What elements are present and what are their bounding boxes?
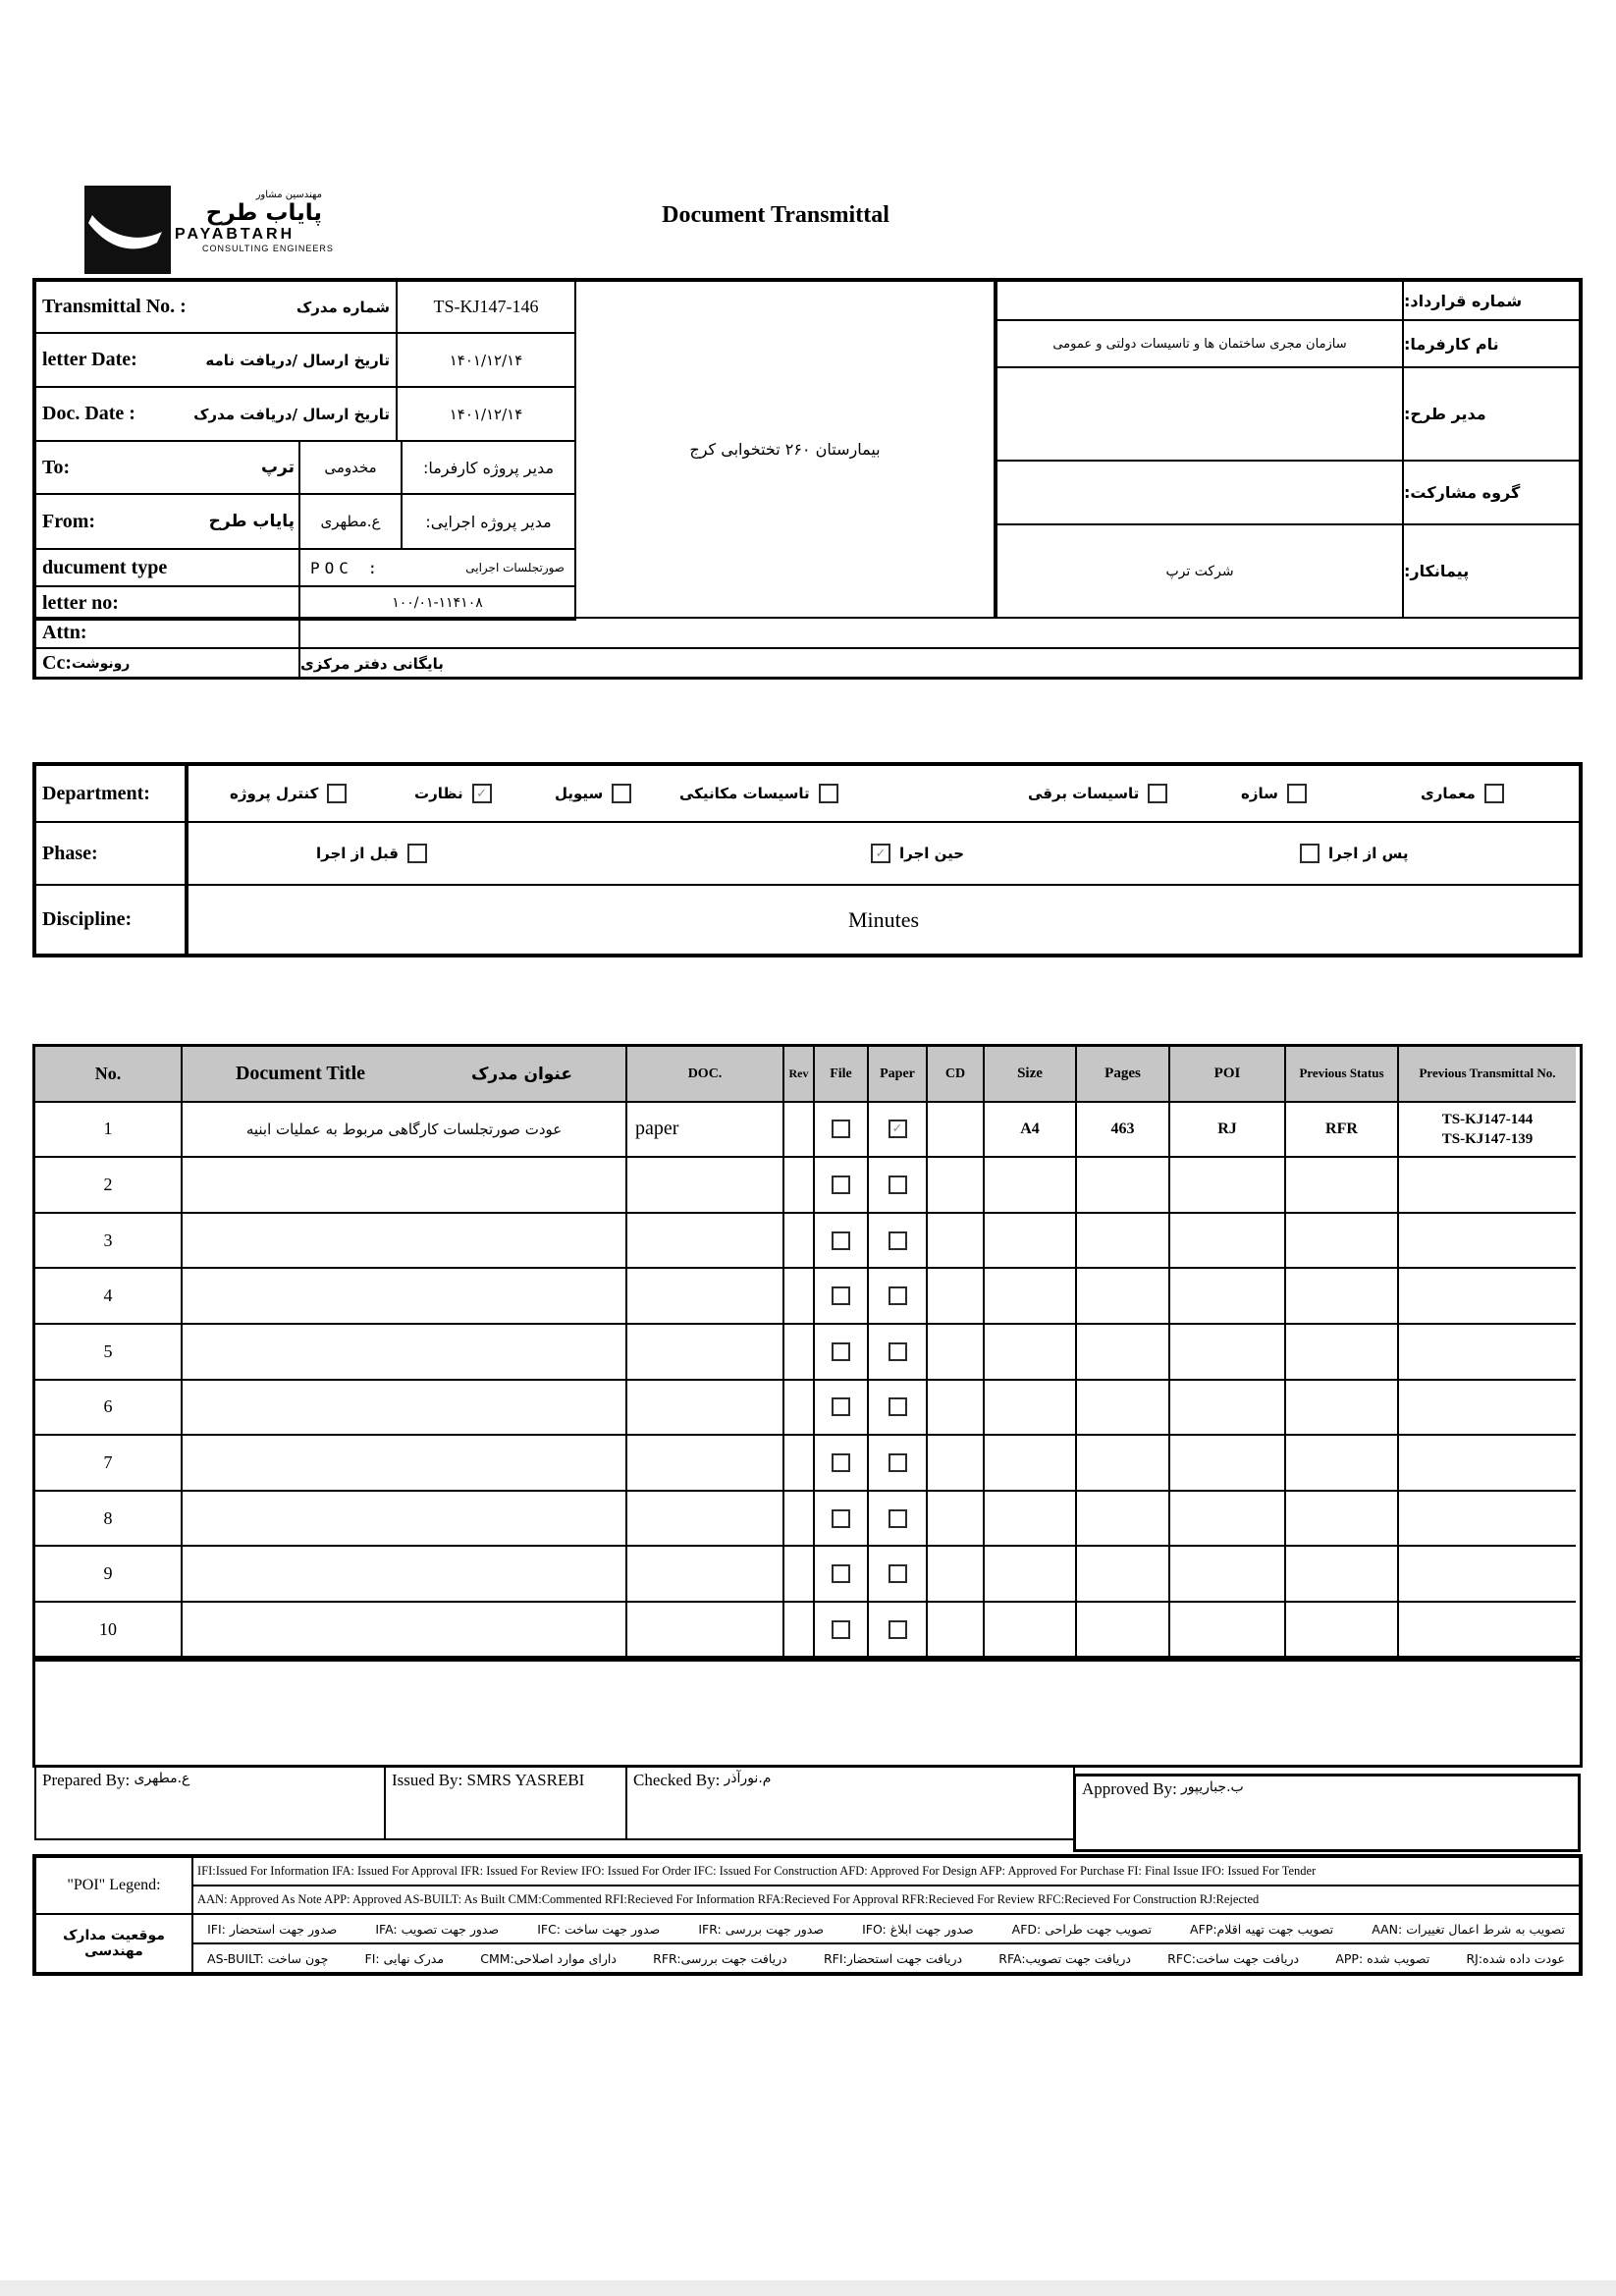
to-person: مخدومی (298, 440, 403, 495)
doc-prev-status-row3 (1286, 1214, 1399, 1270)
doc-no-row6: 6 (35, 1381, 183, 1437)
remarks-box (32, 1656, 1583, 1768)
from-role: مدیر پروژه اجرایی: (401, 493, 576, 550)
from-label: From: (42, 510, 96, 532)
from-person: ع.مطهری (298, 493, 403, 550)
doc-rev-row6 (784, 1381, 815, 1437)
doc-paper-row6 (869, 1381, 928, 1437)
department-option-label: معماری (1421, 785, 1476, 802)
legend-en-line2: AAN: Approved As Note APP: Approved AS-BUILT: As Built CMM:Commented RFI:Recieved For Information RFA:Recieved For Approval RFR:Recieved For Review RFC:Recieved For Construction RJ:Rejected (191, 1885, 1581, 1915)
doc-pages-row8 (1077, 1492, 1170, 1548)
department-checkbox[interactable] (327, 784, 347, 803)
legend-item: AS-BUILT: چون ساخت (207, 1950, 329, 1966)
col-header-cd: CD (928, 1047, 985, 1103)
doc-poi-row6 (1170, 1381, 1286, 1437)
transmittal-no-label-cell (34, 280, 398, 334)
col-header-title-en: Document Title (235, 1063, 366, 1084)
paper-checkbox[interactable] (889, 1397, 907, 1416)
doc-pages-row7 (1077, 1436, 1170, 1492)
paper-checkbox[interactable] (889, 1509, 907, 1528)
doc-size-row5 (985, 1325, 1077, 1381)
department-options-row (187, 764, 1581, 823)
attn-value (298, 617, 1581, 649)
prepared-by-cell (34, 1766, 386, 1840)
department-option (1241, 782, 1307, 805)
phase-options-row (187, 821, 1581, 886)
discipline-value: Minutes (187, 884, 1581, 956)
col-header-doc-: DOC. (627, 1047, 784, 1103)
doc-size-row7 (985, 1436, 1077, 1492)
prev-transmittal-no: TS-KJ147-144 (1441, 1111, 1534, 1127)
file-checkbox[interactable] (832, 1286, 850, 1305)
doc-pages-row5 (1077, 1325, 1170, 1381)
client-value: سازمان مجری ساختمان ها و تاسیسات دولتی و عمومی (996, 319, 1404, 368)
doc-pages-row10 (1077, 1603, 1170, 1659)
payabtarh-logo-icon (84, 186, 171, 274)
doc-poi-row2 (1170, 1158, 1286, 1214)
doc-poi-row9 (1170, 1547, 1286, 1603)
paper-checkbox[interactable] (889, 1564, 907, 1583)
doc-cd-row4 (928, 1269, 985, 1325)
file-checkbox[interactable] (832, 1342, 850, 1361)
legend-item: AFP:تصویب جهت تهیه اقلام (1190, 1921, 1334, 1937)
letter-no-label: letter no: (42, 591, 119, 614)
doc-size-row8 (985, 1492, 1077, 1548)
department-option (679, 782, 838, 805)
attn-label-cell (34, 617, 300, 649)
doc-rev-row1 (784, 1103, 815, 1159)
legend-item: CMM:دارای موارد اصلاحی (480, 1950, 617, 1966)
doc-paper-row10 (869, 1603, 928, 1659)
approved-by-value: ب.جباریپور (1181, 1779, 1244, 1795)
page-bottom-strip (0, 2280, 1616, 2296)
doc-poi-row10 (1170, 1603, 1286, 1659)
doc-poi-row8 (1170, 1492, 1286, 1548)
doc-date-label-cell (34, 386, 398, 442)
department-checkbox[interactable] (1148, 784, 1167, 803)
doc-title-row6 (183, 1381, 627, 1437)
doc-paper-row2 (869, 1158, 928, 1214)
doc-prev-transmittal-row6 (1399, 1381, 1576, 1437)
phase-checkbox[interactable] (407, 844, 427, 863)
department-option (1028, 782, 1167, 805)
legend-item: IFI: صدور جهت استحضار (207, 1921, 338, 1937)
logo-en-sub: CONSULTING ENGINEERS (202, 244, 334, 254)
to-label: To: (42, 456, 71, 478)
doc-cd-row8 (928, 1492, 985, 1548)
doc-size-row10 (985, 1603, 1077, 1659)
doc-paper-row1 (869, 1103, 928, 1159)
doc-pages-row2 (1077, 1158, 1170, 1214)
doc-poi-row1: RJ (1170, 1103, 1286, 1159)
doc-rev-row7 (784, 1436, 815, 1492)
doc-file-row2 (815, 1158, 869, 1214)
doc-cd-row5 (928, 1325, 985, 1381)
paper-checkbox[interactable] (889, 1286, 907, 1305)
department-option-label: نظارت (414, 785, 463, 802)
doc-size-row4 (985, 1269, 1077, 1325)
legend-item: IFR: صدور جهت بررسی (698, 1921, 824, 1937)
legend-item: APP: تصویب شده (1335, 1950, 1430, 1966)
doc-date-value: ۱۴۰۱/۱۲/۱۴ (396, 386, 576, 442)
department-option (1421, 782, 1504, 805)
phase-option (871, 842, 964, 865)
legend-item: IFA: صدور جهت تصویب (375, 1921, 500, 1937)
doc-paper-row9 (869, 1547, 928, 1603)
doc-doc-row8 (627, 1492, 784, 1548)
legend-fa-line2 (191, 1942, 1581, 1974)
attn-label: Attn: (42, 622, 87, 643)
doc-prev-status-row7 (1286, 1436, 1399, 1492)
col-header-previous-status: Previous Status (1286, 1047, 1399, 1103)
doc-file-row3 (815, 1214, 869, 1270)
doc-cd-row10 (928, 1603, 985, 1659)
doc-prev-status-row9 (1286, 1547, 1399, 1603)
approved-by-cell (1073, 1774, 1581, 1852)
logo-text (175, 191, 351, 281)
doc-poi-row4 (1170, 1269, 1286, 1325)
col-header-file: File (815, 1047, 869, 1103)
department-option (414, 782, 492, 805)
jv-label: گروه مشارکت: (1402, 460, 1581, 525)
department-label: Department: (42, 782, 150, 804)
legend-item: FI: مدرک نهایی (364, 1950, 445, 1966)
prepared-by-value: ع.مطهری (134, 1771, 190, 1786)
doc-doc-row4 (627, 1269, 784, 1325)
paper-checkbox[interactable] (889, 1453, 907, 1472)
doc-title-row8 (183, 1492, 627, 1548)
doc-cd-row3 (928, 1214, 985, 1270)
phase-checkbox[interactable]: ✓ (871, 844, 890, 863)
doc-cd-row6 (928, 1381, 985, 1437)
letter-no-value: ۱۰۰/۰۱-۱۱۴۱۰۸ (298, 585, 576, 621)
paper-checkbox[interactable] (889, 1231, 907, 1250)
department-checkbox[interactable] (1484, 784, 1504, 803)
department-option (230, 782, 347, 805)
department-checkbox[interactable] (819, 784, 838, 803)
doc-file-row5 (815, 1325, 869, 1381)
doc-rev-row4 (784, 1269, 815, 1325)
department-option-label: سیویل (555, 785, 604, 802)
file-checkbox[interactable] (832, 1453, 850, 1472)
department-option (555, 782, 631, 805)
doc-no-row9: 9 (35, 1547, 183, 1603)
logo-fa-small: مهندسین مشاور (255, 190, 322, 200)
doc-rev-row8 (784, 1492, 815, 1548)
legend-item: RFA:دریافت جهت تصویب (998, 1950, 1131, 1966)
logo-en-main: PAYABTARH (175, 225, 296, 243)
doc-file-row7 (815, 1436, 869, 1492)
doc-poi-row5 (1170, 1325, 1286, 1381)
doc-paper-row7 (869, 1436, 928, 1492)
doc-prev-status-row6 (1286, 1381, 1399, 1437)
doc-doc-row5 (627, 1325, 784, 1381)
doc-poi-row3 (1170, 1214, 1286, 1270)
legend-item: AFD: تصویب جهت طراحی (1011, 1921, 1152, 1937)
doc-paper-row3 (869, 1214, 928, 1270)
department-option-label: سازه (1241, 785, 1278, 802)
phase-option-label: پس از اجرا (1328, 845, 1409, 862)
doc-title-row4 (183, 1269, 627, 1325)
discipline-label: Discipline: (42, 908, 133, 930)
doc-prev-status-row8 (1286, 1492, 1399, 1548)
doc-rev-row9 (784, 1547, 815, 1603)
paper-checkbox[interactable] (889, 1620, 907, 1639)
department-checkbox[interactable]: ✓ (472, 784, 492, 803)
doc-pages-row3 (1077, 1214, 1170, 1270)
paper-checkbox[interactable] (889, 1342, 907, 1361)
doc-cd-row1 (928, 1103, 985, 1159)
phase-label: Phase: (42, 842, 98, 864)
letter-no-label-cell (34, 585, 300, 621)
cc-value: بایگانی دفتر مرکزی (298, 647, 1581, 680)
doc-type-label: ducument type (42, 556, 168, 578)
doc-rev-row10 (784, 1603, 815, 1659)
file-checkbox[interactable] (832, 1620, 850, 1639)
file-checkbox[interactable] (832, 1120, 850, 1138)
legend-item: RFC:دریافت جهت ساخت (1167, 1950, 1300, 1966)
doc-file-row4 (815, 1269, 869, 1325)
department-option-label: تاسیسات مکانیکی (679, 785, 810, 802)
phase-option-label: قبل از اجرا (316, 845, 399, 862)
file-checkbox[interactable] (832, 1231, 850, 1250)
legend-fa-line1 (191, 1913, 1581, 1944)
doc-date-label-fa: تاریخ ارسال /دریافت مدرک (193, 405, 390, 423)
jv-value (996, 460, 1404, 525)
checked-by-value: م.نورآذر (724, 1771, 772, 1786)
doc-no-row8: 8 (35, 1492, 183, 1548)
doc-doc-row6 (627, 1381, 784, 1437)
doc-size-row3 (985, 1214, 1077, 1270)
letter-date-label-fa: تاریخ ارسال /دریافت نامه (205, 351, 390, 369)
doc-cd-row2 (928, 1158, 985, 1214)
col-header-pages: Pages (1077, 1047, 1170, 1103)
to-value: ترپ (260, 458, 295, 477)
doc-pages-row1: 463 (1077, 1103, 1170, 1159)
cc-label-en: Cc: (42, 652, 72, 674)
contractor-value: شرکت ترپ (996, 523, 1404, 619)
design-manager-value (996, 366, 1404, 462)
contract-no-label: شماره قرارداد: (1402, 280, 1581, 321)
col-header-rev: Rev (784, 1047, 815, 1103)
doc-type-value-cell (298, 548, 576, 587)
doc-title-row7 (183, 1436, 627, 1492)
phase-checkbox[interactable] (1300, 844, 1320, 863)
doc-title-row1: عودت صورتجلسات کارگاهی مربوط به عملیات ابنیه (183, 1103, 627, 1159)
checked-by-cell (625, 1766, 1075, 1840)
col-header-paper: Paper (869, 1047, 928, 1103)
doc-rev-row3 (784, 1214, 815, 1270)
phase-option (316, 842, 427, 865)
phase-option (1300, 842, 1408, 865)
file-checkbox[interactable] (832, 1564, 850, 1583)
letter-date-label-cell (34, 332, 398, 388)
doc-doc-row1: paper (627, 1103, 784, 1159)
doc-title-row10 (183, 1603, 627, 1659)
discipline-label-cell (34, 884, 187, 956)
department-option-label: کنترل پروژه (230, 785, 319, 802)
doc-paper-row4 (869, 1269, 928, 1325)
legend-item: IFO: صدور جهت ابلاغ (862, 1921, 974, 1937)
legend-item: IFC: صدور جهت ساخت (537, 1921, 661, 1937)
doc-no-row4: 4 (35, 1269, 183, 1325)
design-manager-label: مدیر طرح: (1402, 366, 1581, 462)
doc-type-value: POC : (310, 558, 383, 577)
doc-paper-row5 (869, 1325, 928, 1381)
doc-title-row9 (183, 1547, 627, 1603)
doc-rev-row5 (784, 1325, 815, 1381)
doc-doc-row2 (627, 1158, 784, 1214)
doc-prev-status-row2 (1286, 1158, 1399, 1214)
prepared-by-label: Prepared By: (42, 1771, 131, 1789)
doc-size-row6 (985, 1381, 1077, 1437)
doc-size-row9 (985, 1547, 1077, 1603)
doc-size-row1: A4 (985, 1103, 1077, 1159)
doc-prev-transmittal-row5 (1399, 1325, 1576, 1381)
doc-title-row2 (183, 1158, 627, 1214)
legend-item: RJ:عودت داده شده (1466, 1950, 1565, 1966)
doc-file-row6 (815, 1381, 869, 1437)
doc-prev-transmittal-row3 (1399, 1214, 1576, 1270)
doc-pages-row6 (1077, 1381, 1170, 1437)
doc-doc-row7 (627, 1436, 784, 1492)
checked-by-label: Checked By: (633, 1771, 721, 1789)
doc-date-label-en: Doc. Date : (42, 403, 135, 424)
doc-type-fa: صورتجلسات اجرایی (465, 561, 565, 574)
doc-prev-status-row5 (1286, 1325, 1399, 1381)
doc-doc-row3 (627, 1214, 784, 1270)
file-checkbox[interactable] (832, 1397, 850, 1416)
prev-transmittal-no: TS-KJ147-139 (1441, 1130, 1534, 1147)
issued-by-cell (384, 1766, 627, 1840)
documents-table (32, 1044, 1583, 1662)
legend-en-line1: IFI:Issued For Information IFA: Issued For Approval IFR: Issued For Review IFO: Issued For Order IFC: Issued For Construction AFD: Approved For Design AFP: Approved For Purchase FI: Final Issue IFO: Issued For Tender (191, 1856, 1581, 1886)
legend-item: RFI:دریافت جهت استحضار (823, 1950, 963, 1966)
transmittal-no-value: TS-KJ147-146 (396, 280, 576, 334)
doc-type-label-cell (34, 548, 300, 587)
col-header-title-fa: عنوان مدرک (470, 1064, 572, 1084)
cc-label-fa: رونوشت (71, 655, 131, 672)
doc-prev-transmittal-row4 (1399, 1269, 1576, 1325)
doc-prev-transmittal-row8 (1399, 1492, 1576, 1548)
issued-by-value: SMRS YASREBI (466, 1771, 585, 1789)
doc-no-row7: 7 (35, 1436, 183, 1492)
col-header-no-: No. (35, 1047, 183, 1103)
paper-checkbox[interactable] (889, 1175, 907, 1194)
doc-doc-row10 (627, 1603, 784, 1659)
doc-poi-row7 (1170, 1436, 1286, 1492)
to-role: مدیر پروژه کارفرما: (401, 440, 576, 495)
doc-file-row1 (815, 1103, 869, 1159)
department-label-cell (34, 764, 187, 823)
contract-no-value (996, 280, 1404, 321)
department-checkbox[interactable] (1287, 784, 1307, 803)
col-header-size: Size (985, 1047, 1077, 1103)
to-cell (34, 440, 300, 495)
department-checkbox[interactable] (612, 784, 631, 803)
doc-prev-status-row10 (1286, 1603, 1399, 1659)
contractor-label: پیمانکار: (1402, 523, 1581, 619)
phase-option-label: حین اجرا (899, 845, 965, 862)
from-value: پایاب طرح (208, 512, 295, 531)
doc-pages-row4 (1077, 1269, 1170, 1325)
issued-by-label: Issued By: (392, 1771, 463, 1789)
doc-no-row10: 10 (35, 1603, 183, 1659)
poi-legend-label: "POI" Legend: (34, 1856, 193, 1915)
doc-title-row3 (183, 1214, 627, 1270)
doc-file-row8 (815, 1492, 869, 1548)
approved-by-label: Approved By: (1082, 1779, 1177, 1798)
transmittal-no-label-fa: شماره مدرک (296, 298, 390, 316)
doc-prev-transmittal-row7 (1399, 1436, 1576, 1492)
phase-label-cell (34, 821, 187, 886)
col-header-title (183, 1047, 627, 1103)
doc-prev-status-row4 (1286, 1269, 1399, 1325)
doc-doc-row9 (627, 1547, 784, 1603)
doc-title-row5 (183, 1325, 627, 1381)
doc-prev-transmittal-row9 (1399, 1547, 1576, 1603)
file-checkbox[interactable] (832, 1509, 850, 1528)
project-name-cell: بیمارستان ۲۶۰ تختخوابی کرج (574, 280, 996, 619)
doc-prev-status-row1: RFR (1286, 1103, 1399, 1159)
paper-checkbox[interactable]: ✓ (889, 1120, 907, 1138)
file-checkbox[interactable] (832, 1175, 850, 1194)
letter-date-value: ۱۴۰۱/۱۲/۱۴ (396, 332, 576, 388)
doc-no-row3: 3 (35, 1214, 183, 1270)
col-header-previous-transmittal-no-: Previous Transmittal No. (1399, 1047, 1576, 1103)
transmittal-no-label-en: Transmittal No. : (42, 296, 187, 317)
from-cell (34, 493, 300, 550)
doc-file-row9 (815, 1547, 869, 1603)
doc-rev-row2 (784, 1158, 815, 1214)
cc-label-cell (34, 647, 300, 680)
doc-cd-row9 (928, 1547, 985, 1603)
legend-item: RFR:دریافت جهت بررسی (653, 1950, 787, 1966)
doc-prev-transmittal-row10 (1399, 1603, 1576, 1659)
doc-size-row2 (985, 1158, 1077, 1214)
legend-item: AAN: تصویب به شرط اعمال تغییرات (1372, 1921, 1565, 1937)
doc-file-row10 (815, 1603, 869, 1659)
doc-no-row2: 2 (35, 1158, 183, 1214)
doc-prev-transmittal-row1 (1399, 1103, 1576, 1159)
doc-paper-row8 (869, 1492, 928, 1548)
legend-fa-label: موقعیت مدارک مهندسی (34, 1913, 193, 1974)
department-option-label: تاسیسات برقی (1028, 785, 1140, 802)
client-label: نام کارفرما: (1402, 319, 1581, 368)
logo-fa-main: پایاب طرح (205, 199, 322, 226)
doc-pages-row9 (1077, 1547, 1170, 1603)
doc-no-row1: 1 (35, 1103, 183, 1159)
letter-date-label-en: letter Date: (42, 349, 137, 370)
page-title: Document Transmittal (662, 202, 889, 228)
doc-no-row5: 5 (35, 1325, 183, 1381)
doc-cd-row7 (928, 1436, 985, 1492)
col-header-poi: POI (1170, 1047, 1286, 1103)
doc-prev-transmittal-row2 (1399, 1158, 1576, 1214)
